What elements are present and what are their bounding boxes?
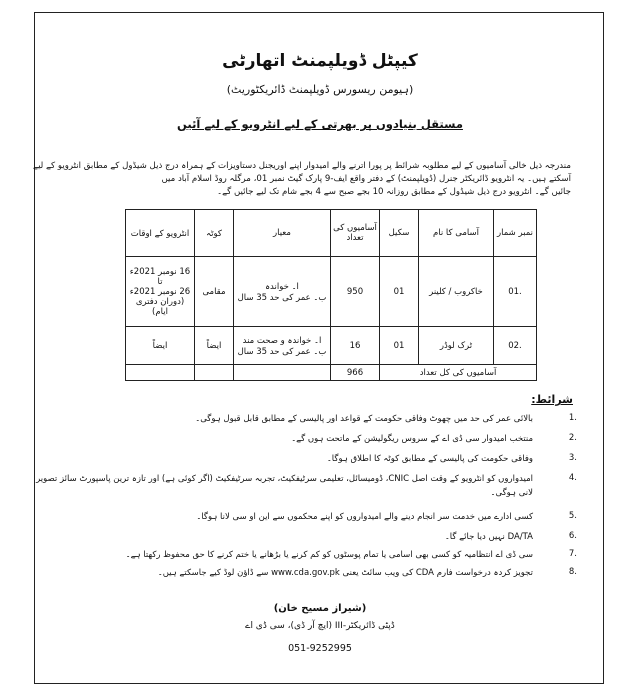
col-count: آسامیوں کی تعداد [331,210,380,257]
condition-text: بالائی عمر کی حد میں چھوٹ وفاقی حکومت کے قواعد اور پالیسی کے مطابق قابل قبول ہوگی۔ [195,414,533,424]
condition-text: سی ڈی اے انتظامیہ کو کسی بھی اسامی یا تمام پوسٹوں کو کم کرنے یا بڑھانے یا ختم کرنے کا حق محفوظ رکھتا ہے۔ [125,550,533,560]
table-header-row [126,210,537,257]
condition-text: لانی ہوگی۔ [490,488,533,498]
notice-heading: مستقل بنیادوں پر بھرتی کے لیے انٹرویو کے لیے آئیں [177,117,463,131]
condition-text: DA/TA نہیں دیا جائے گا۔ [444,532,533,542]
criteria-line: ا۔ خواندہ [265,281,299,292]
col-scale: سکیل [380,210,419,257]
page-title: کیپٹل ڈویلپمنٹ اتھارٹی [222,51,418,71]
row-post: ٹرک لوڈر [419,327,494,365]
criteria-line: ب۔ عمر کی حد 35 سال [237,346,327,357]
row-serial: 02. [494,327,537,365]
row-count: 950 [331,257,380,327]
notice-frame [34,12,604,684]
condition-text: منتخب امیدوار سی ڈی اے کے سروس ریگولیشن کے ماتحت ہوں گے۔ [291,434,533,444]
row-scale: 01 [380,257,419,327]
condition-number: 6. [568,531,577,541]
condition-number: 1. [568,413,577,423]
row-scale: 01 [380,327,419,365]
table-total-row [126,365,537,381]
signatory-designation: ڈپٹی ڈائریکٹر-III (ایچ آر ڈی)، سی ڈی اے [245,621,395,631]
timing-line: تا [157,276,163,287]
intro-line-2: آسکتے ہیں۔ یہ انٹرویو ڈائریکٹر جنرل (ڈویلپمنٹ) کے دفتر واقع ایف-9 پارک گیٹ نمبر 01، مرگلہ روڈ اسلام آباد میں [161,174,571,184]
timing-line: 26 نومبر 2021ء [129,286,191,297]
row-timing [126,257,195,327]
criteria-line: ا۔ خواندہ و صحت مند [242,335,322,346]
intro-line-1: مندرجہ ذیل خالی آسامیوں کے لیے مطلوبہ شرائط پر پورا اترنے والے امیدوار اپنے اوریجنل دستاویزات کے ہمراہ درج ذیل شیڈول کے مطابق انٹرویو کے لیے [33,161,571,171]
row-post: خاکروب / کلینر [419,257,494,327]
row-timing: ایضاً [126,327,195,365]
col-quota: کوٹہ [195,210,234,257]
criteria-line: ب۔ عمر کی حد 35 سال [237,292,327,303]
row-serial: 01. [494,257,537,327]
intro-line-3: جائیں گے۔ انٹرویو درج ذیل شیڈول کے مطابق روزانہ 10 بجے صبح سے 4 بجے شام تک لیے جائیں گے۔ [217,187,571,197]
table-row [126,257,537,327]
col-serial: نمبر شمار [494,210,537,257]
col-post: آسامی کا نام [419,210,494,257]
condition-text: وفاقی حکومت کی پالیسی کے مطابق کوٹہ کا اطلاق ہوگا۔ [326,454,533,464]
row-criteria [234,257,331,327]
col-criteria: معیار [234,210,331,257]
condition-number: 7. [568,549,577,559]
signatory-name: (شیراز مسیح خان) [273,603,367,614]
col-timing: انٹرویو کے اوقات [126,210,195,257]
condition-number: 4. [568,473,577,483]
timing-line: 16 نومبر 2021ء [129,266,191,277]
row-count: 16 [331,327,380,365]
row-quota: مقامی [195,257,234,327]
total-label: آسامیوں کی کل تعداد [380,365,537,381]
table-row [126,327,537,365]
total-count: 966 [331,365,380,381]
condition-text: کسی ادارے میں خدمت سر انجام دینے والے امیدواروں کو اپنے محکموں سے این او سی لانا ہوگا۔ [196,512,533,522]
condition-number: 3. [568,453,577,463]
vacancy-table [125,209,537,381]
condition-number: 5. [568,511,577,521]
timing-line: (دوران دفتری ایام) [135,296,185,317]
directorate-subtitle: (ہیومن ریسورس ڈویلپمنٹ ڈائریکٹوریٹ) [226,83,414,96]
conditions-heading: شرائط: [531,393,573,406]
contact-phone: 051-9252995 [288,643,352,654]
row-criteria [234,327,331,365]
condition-text: امیدواروں کو انٹرویو کے وقت اصل CNIC، ڈومیسائل، تعلیمی سرٹیفکیٹ، تجربہ سرٹیفکیٹ (اگر کوئی ہے) اور تازہ ترین پاسپورٹ سائز تصویر [36,474,533,484]
condition-number: 2. [568,433,577,443]
condition-number: 8. [568,567,577,577]
row-quota: ایضاً [195,327,234,365]
condition-text: تجویز کردہ درخواست فارم CDA کی ویب سائٹ یعنی www.cda.gov.pk سے ڈاؤن لوڈ کیے جاسکتے ہیں۔ [157,568,533,578]
